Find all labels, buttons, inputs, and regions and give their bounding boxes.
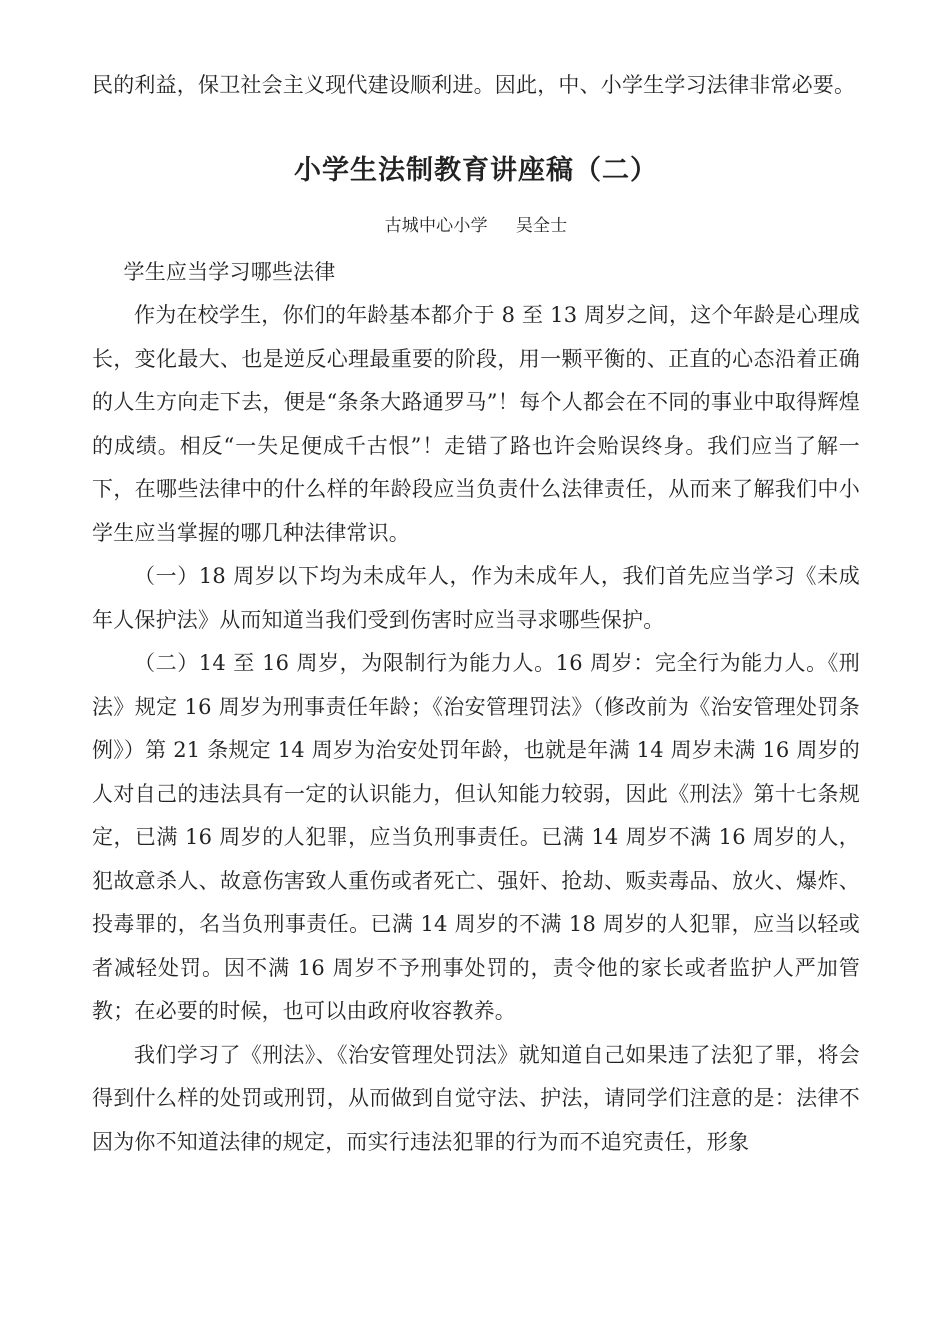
byline-school: 古城中心小学 (384, 215, 488, 236)
section-subheading: 学生应当学习哪些法律 (123, 259, 336, 284)
document-body (92, 64, 860, 1164)
document-title: 小学生法制教育讲座稿（二） (294, 154, 658, 186)
body-paragraph: 作为在校学生，你们的年龄基本都介于 8 至 13 周岁之间，这个年龄是心理成长，变化最大、也是逆反心理最重要的阶段，用一颗平衡的、正直的心态沿着正确的人生方向走下去，便是“条条大路通罗马”！每个人都会在不同的事业中取得辉煌的成绩。相反“一失足便成千古恨”！走错了路也许会贻误终身。我们应当了解一下，在哪些法律中的什么样的年龄段应当负责什么法律责任，从而来了解我们中小学生应当掌握的哪几种法律常识。 (92, 303, 860, 545)
body-paragraph: （一）18 周岁以下均为未成年人，作为未成年人，我们首先应当学习《未成年人保护法》从而知道当我们受到伤害时应当寻求哪些保护。 (92, 564, 860, 632)
intro-paragraph: 民的利益，保卫社会主义现代建设顺利进。因此，中、小学生学习法律非常必要。 (92, 73, 856, 97)
byline (92, 201, 860, 251)
body-paragraph: （二）14 至 16 周岁，为限制行为能力人。16 周岁：完全行为能力人。《刑法》规定 16 周岁为刑事责任年龄；《治安管理罚法》（修改前为《治安管理处罚条例》）第 21 条规定 14 周岁为治安处罚年龄，也就是年满 14 周岁未满 16 周岁的人对自己的违法具有一定的认识能力，但认知能力较弱，因此《刑法》第十七条规定，已满 16 周岁的人犯罪，应当负刑事责任。已满 14 周岁不满 16 周岁的人，犯故意杀人、故意伤害致人重伤或者死亡、强奸、抢劫、贩卖毒品、放火、爆炸、投毒罪的，名当负刑事责任。已满 14 周岁的不满 18 周岁的人犯罪，应当以轻或者减轻处罚。因不满 16 周岁不予刑事处罚的，责令他的家长或者监护人严加管教；在必要的时候，也可以由政府收容教养。 (92, 651, 860, 1023)
byline-author: 吴全士 (515, 215, 568, 236)
body-paragraph: 我们学习了《刑法》、《治安管理处罚法》就知道自己如果违了法犯了罪，将会得到什么样的处罚或刑罚，从而做到自觉守法、护法，请同学们注意的是：法律不因为你不知道法律的规定，而实行违法犯罪的行为而不追究责任，形象 (92, 1042, 860, 1154)
